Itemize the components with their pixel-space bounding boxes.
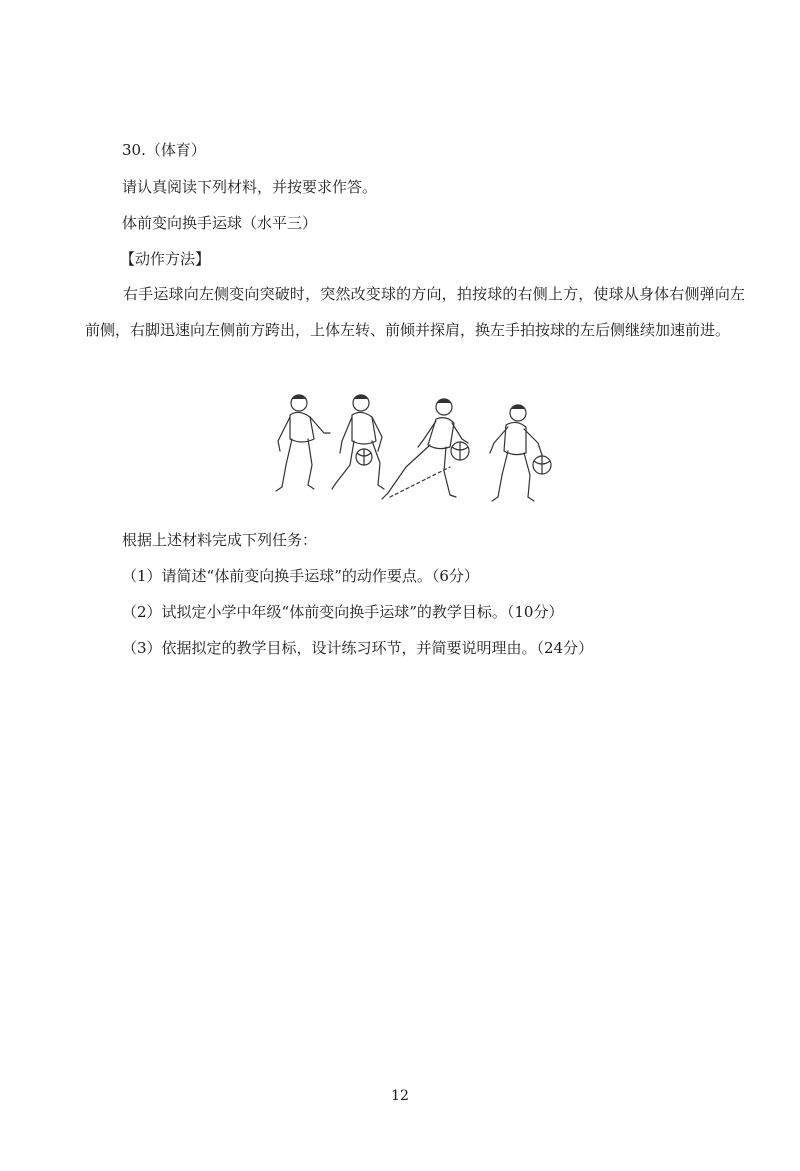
task-item-1: （1）请简述“体前变向换手运球”的动作要点。（6分） bbox=[122, 567, 479, 585]
task-item-3: （3）依据拟定的教学目标，设计练习环节，并简要说明理由。（24分） bbox=[122, 639, 594, 657]
question-number-subject: 30.（体育） bbox=[122, 141, 206, 159]
player-figure-1 bbox=[276, 395, 330, 491]
task-item-2: （2）试拟定小学中年级“体前变向换手运球”的教学目标。（10分） bbox=[122, 603, 564, 621]
method-paragraph: 右手运球向左侧变向突破时，突然改变球的方向，拍按球的右侧上方，使球从身体右侧弹向左前侧，右脚迅速向左侧前方跨出，上体左转、前倾并探肩，换左手拍按球的左后侧继续加速前进。 bbox=[85, 285, 745, 339]
player-figure-2 bbox=[332, 395, 384, 489]
player-figure-3 bbox=[382, 399, 469, 499]
section-label: 【动作方法】 bbox=[120, 250, 211, 268]
question-instruction: 请认真阅读下列材料，并按要求作答。 bbox=[122, 178, 378, 196]
question-topic: 体前变向换手运球（水平三） bbox=[122, 214, 318, 232]
player-figure-4 bbox=[490, 405, 551, 501]
task-intro: 根据上述材料完成下列任务： bbox=[122, 531, 318, 549]
basketball-dribbling-illustration-icon bbox=[262, 385, 562, 515]
page-number: 12 bbox=[391, 1088, 409, 1104]
